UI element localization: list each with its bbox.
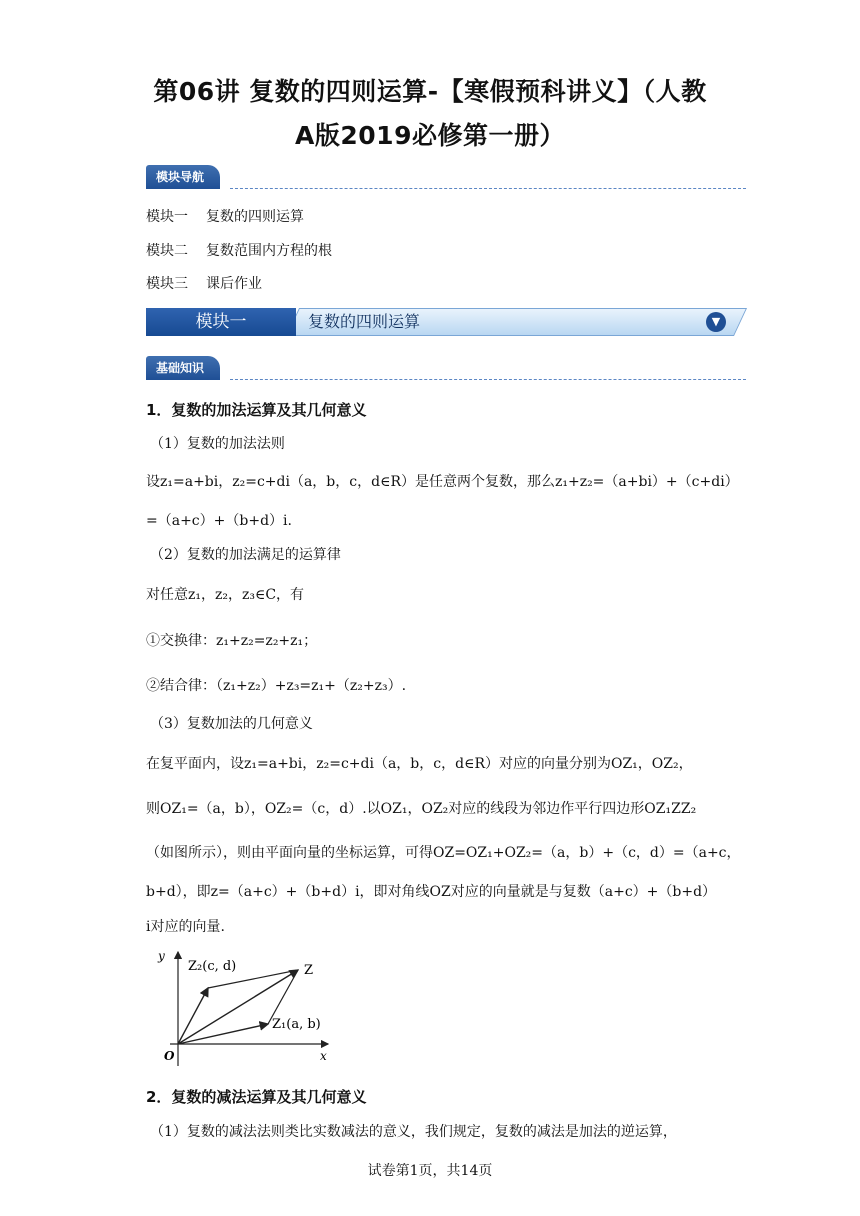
parallelogram-figure	[140, 944, 340, 1072]
z1-label: Z₁(a, b)	[272, 1017, 321, 1032]
chevron-down-icon[interactable]: ▼	[706, 312, 726, 332]
vector-oz2	[178, 988, 208, 1044]
paragraph: （1）复数的减法法则类比实数减法的意义，我们规定，复数的减法是加法的逆运算，	[150, 1124, 677, 1140]
paragraph: ①交换律：z₁+z₂=z₂+z₁；	[146, 633, 318, 649]
banner-right-label: 复数的四则运算	[308, 312, 421, 331]
basic-tag-row	[146, 356, 746, 382]
vector-oz	[178, 970, 298, 1044]
banner-left-label: 模块一	[146, 308, 296, 336]
paragraph: ②结合律：（z₁+z₂）+z₃=z₁+（z₂+z₃）.	[146, 678, 407, 694]
section-1-title: 1．复数的加法运算及其几何意义	[146, 401, 367, 419]
page-title	[110, 70, 750, 158]
paragraph: 对任意z₁，z₂，z₃∈C，有	[146, 587, 305, 603]
nav-tag: 模块导航	[146, 165, 220, 189]
section-2-title: 2．复数的减法运算及其几何意义	[146, 1088, 367, 1106]
o-label: O	[164, 1049, 175, 1063]
toc-label: 课后作业	[206, 276, 262, 292]
dashed-divider	[230, 379, 746, 380]
paragraph: （1）复数的加法法则	[150, 436, 285, 452]
page-footer: 试卷第1页，共14页	[367, 1163, 493, 1179]
paragraph: （2）复数的加法满足的运算律	[150, 547, 341, 563]
paragraph: 设z₁=a+bi，z₂=c+di（a，b，c，d∈R）是任意两个复数，那么z₁+z₂=（a+bi）+（c+di）	[146, 474, 739, 490]
paragraph: =（a+c）+（b+d）i.	[146, 513, 292, 529]
toc-item-3	[146, 274, 262, 294]
toc-item-2	[146, 241, 332, 261]
paragraph: 则OZ₁=（a，b），OZ₂=（c，d）.以OZ₁，OZ₂对应的线段为邻边作平行四边形OZ₁ZZ₂	[146, 801, 697, 817]
basic-tag: 基础知识	[146, 356, 220, 380]
toc-key: 模块二	[146, 243, 188, 259]
toc-key: 模块一	[146, 209, 188, 225]
title-line-1: 第06讲 复数的四则运算-【寒假预科讲义】（人教	[153, 77, 707, 106]
toc-label: 复数的四则运算	[206, 209, 304, 225]
module-banner	[146, 306, 732, 338]
side-z1z	[268, 970, 298, 1024]
paragraph: i对应的向量.	[146, 919, 225, 935]
paragraph: （如图所示），则由平面向量的坐标运算，可得OZ=OZ₁+OZ₂=（a，b）+（c，d）=（a+c，	[146, 845, 741, 861]
toc-key: 模块三	[146, 276, 188, 292]
paragraph: （3）复数加法的几何意义	[150, 716, 313, 732]
title-line-2: A版2019必修第一册）	[295, 121, 565, 150]
z-label: Z	[304, 963, 314, 978]
z2-label: Z₂(c, d)	[188, 959, 237, 974]
y-label: y	[158, 949, 165, 963]
toc-label: 复数范围内方程的根	[206, 243, 332, 259]
vector-oz1	[178, 1024, 268, 1044]
toc-item-1	[146, 207, 304, 227]
paragraph: 在复平面内，设z₁=a+bi，z₂=c+di（a，b，c，d∈R）对应的向量分别为OZ₁，OZ₂，	[146, 756, 693, 772]
x-label: x	[320, 1049, 327, 1063]
nav-tag-row	[146, 165, 746, 191]
paragraph: b+d），即z=（a+c）+（b+d）i，即对角线OZ对应的向量就是与复数（a+c）+（b+d）	[146, 884, 717, 900]
dashed-divider	[230, 188, 746, 189]
